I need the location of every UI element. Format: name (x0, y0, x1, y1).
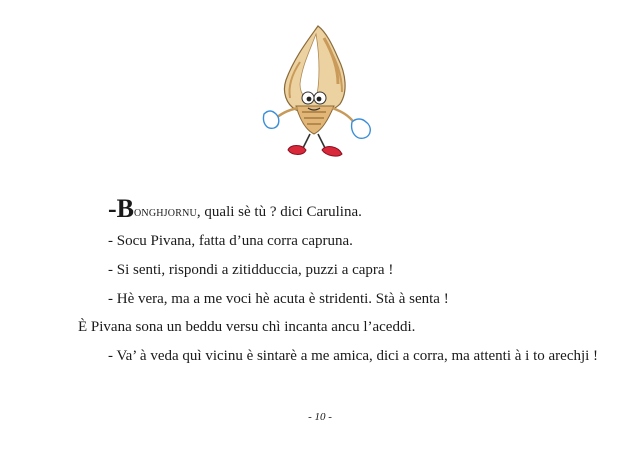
page-number: - 10 - (308, 411, 332, 423)
paragraph-pivana-sona: È Pivana sona un beddu versu chì incanta ancu l’aceddi. (78, 319, 416, 335)
paragraph-si-senti: - Si senti, rispondi a zitidduccia, puzzi a capra ! (108, 262, 394, 278)
paragraph-text: , quali sè tù ? dici Carulina. (196, 204, 362, 220)
paragraph-he-vera: - Hè vera, ma a me voci hè acuta è stridenti. Stà à senta ! (108, 291, 449, 307)
drop-cap: -B (108, 194, 134, 223)
paragraph-greeting (78, 194, 614, 223)
conch-shell-character-icon (256, 22, 376, 178)
paragraph-socu-pivana: - Socu Pivana, fatta d’una corra capruna. (108, 233, 353, 249)
smallcaps-word: ONGHJORNU (134, 208, 197, 219)
paragraph-va-a-veda: - Va’ à veda quì vicinu è sintarè a me amica, dici a corra, ma attenti à i to arechji ! (108, 348, 599, 364)
